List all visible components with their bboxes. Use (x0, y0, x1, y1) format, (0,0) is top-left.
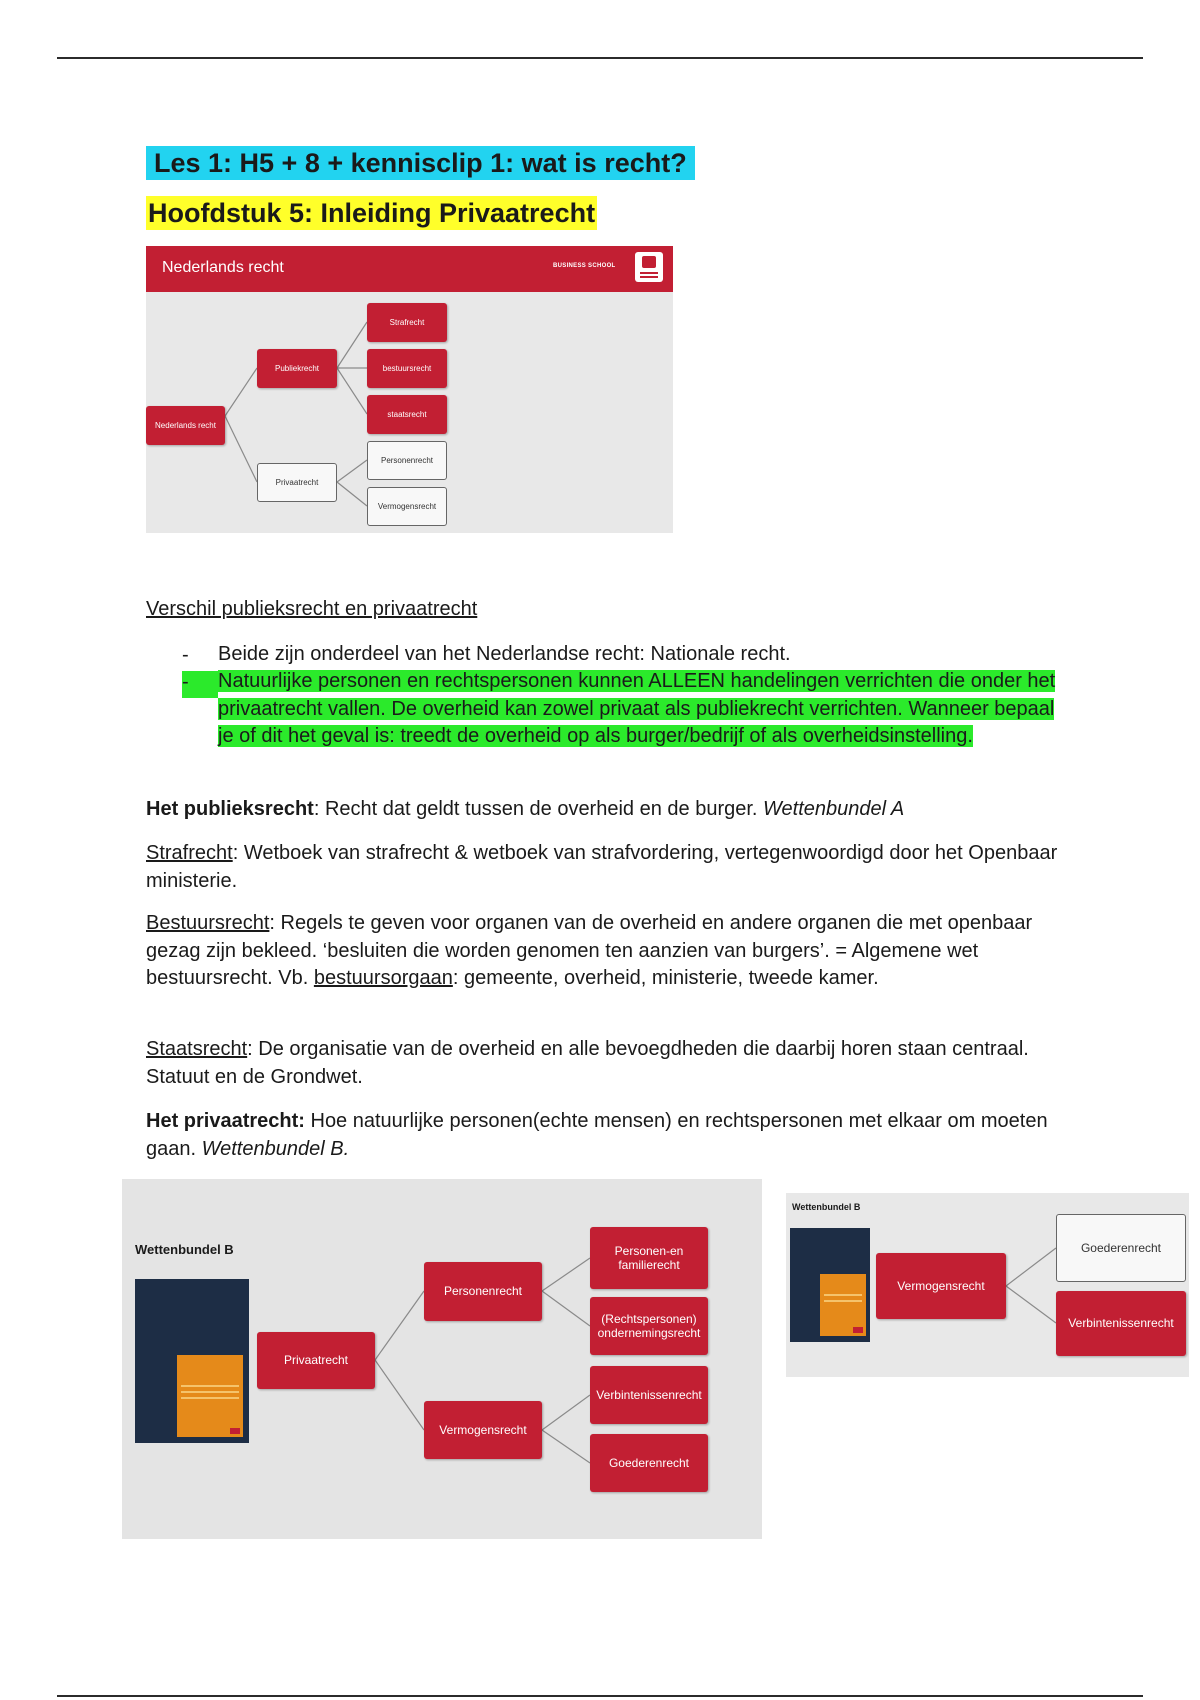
node-personenrecht: Personenrecht (367, 441, 447, 480)
bullet-marker: - (182, 671, 218, 698)
term-bestuursrecht: Bestuursrecht (146, 912, 270, 934)
slide2-title: Wettenbundel B (135, 1242, 234, 1257)
node-privaatrecht: Privaatrecht (257, 1332, 375, 1389)
slide3-title: Wettenbundel B (792, 1202, 861, 1212)
node-publiekrecht: Publiekrecht (257, 349, 337, 388)
paragraph-text: : gemeente, overheid, ministerie, tweede kamer. (452, 967, 879, 989)
ref-wettenbundel-a: Wettenbundel A (763, 798, 905, 820)
slide1-title-bar (146, 246, 673, 292)
node-bestuursrecht: bestuursrecht (367, 349, 447, 388)
paragraph-text: : De organisatie van de overheid en alle bevoegdheden die daarbij horen staan centraal. Statuut en de Grondwet. (146, 1038, 1029, 1088)
paragraph-publiekrecht (146, 796, 1066, 824)
term-staatsrecht: Staatsrecht (146, 1038, 248, 1060)
ref-wettenbundel-b: Wettenbundel B. (201, 1137, 350, 1160)
paragraph-text: : Recht dat geldt tussen de overheid en de burger. (313, 798, 764, 820)
book-cover-orange (820, 1274, 866, 1336)
node-vermogensrecht: Vermogensrecht (367, 487, 447, 526)
slide-wettenbundel-b-privaatrecht (122, 1179, 762, 1539)
node-privaatrecht: Privaatrecht (257, 463, 337, 502)
node-nederlands-recht: Nederlands recht (146, 406, 225, 445)
book-cover-image (135, 1279, 249, 1443)
node-goederenrecht: Goederenrecht (1056, 1214, 1186, 1282)
bullet-item-highlighted (218, 668, 1068, 751)
slide1-title: Nederlands recht (162, 259, 284, 276)
paragraph-strafrecht (146, 840, 1066, 895)
term-publiekrecht: Het publieksrecht (146, 798, 314, 820)
paragraph-text: : Wetboek van strafrecht & wetboek van strafvordering, vertegenwoordigd door het Openbaar ministerie. (146, 842, 1058, 892)
bullet-marker: - (182, 644, 189, 666)
book-cover-orange (177, 1355, 243, 1437)
slide-nederlands-recht (146, 246, 673, 533)
school-logo-icon (635, 252, 663, 282)
term-bestuursorgaan: bestuursorgaan (313, 967, 453, 989)
node-verbintenissenrecht: Verbintenissenrecht (1056, 1291, 1186, 1356)
term-strafrecht: Strafrecht (146, 842, 233, 864)
footer-rule (57, 1695, 1143, 1697)
chapter-heading: Hoofdstuk 5: Inleiding Privaatrecht (148, 198, 596, 228)
node-goederenrecht: Goederenrecht (590, 1434, 708, 1492)
node-personen-familierecht: Personen-en familierecht (590, 1227, 708, 1289)
book-cover-image (790, 1228, 870, 1342)
paragraph-staatsrecht (146, 1036, 1066, 1091)
highlighted-text: Natuurlijke personen en rechtspersonen kunnen ALLEEN handelingen verrichten die onder het privaatrecht vallen. De overheid kan zowel privaat als publiekrecht verrichten. Wanneer bepaal je of dit het geval is: treedt de overheid op als burger/bedrijf of als overheidsinstelling. (218, 670, 1056, 747)
slide-wettenbundel-b-vermogensrecht (786, 1193, 1189, 1377)
node-ondernemingsrecht: (Rechtspersonen) ondernemingsrecht (590, 1297, 708, 1355)
header-rule (57, 57, 1143, 59)
bullet-item: Beide zijn onderdeel van het Nederlandse recht: Nationale recht. (218, 643, 791, 665)
section-title: Verschil publieksrecht en privaatrecht (146, 598, 478, 620)
paragraph-bestuursrecht (146, 910, 1066, 993)
node-vermogensrecht: Vermogensrecht (424, 1401, 542, 1459)
node-personenrecht: Personenrecht (424, 1262, 542, 1321)
business-school-label: BUSINESS SCHOOL (553, 263, 616, 269)
paragraph-privaatrecht (146, 1108, 1066, 1163)
term-privaatrecht: Het privaatrecht: (146, 1110, 305, 1132)
node-staatsrecht: staatsrecht (367, 395, 447, 434)
paragraph-text: : Regels te geven voor organen van de overheid en andere organen die met openbaar gezag zijn bekleed. ‘besluiten die worden genomen ten aanzien van burgers’. = Algemene wet bestuursrecht. Vb. (146, 912, 1033, 989)
node-strafrecht: Strafrecht (367, 303, 447, 342)
lesson-heading: Les 1: H5 + 8 + kennisclip 1: wat is recht? (146, 146, 695, 180)
paragraph-text: Hoe natuurlijke personen(echte mensen) en rechtspersonen met elkaar om moeten gaan. (146, 1110, 1048, 1160)
node-verbintenissenrecht: Verbintenissenrecht (590, 1366, 708, 1424)
node-vermogensrecht: Vermogensrecht (876, 1253, 1006, 1319)
